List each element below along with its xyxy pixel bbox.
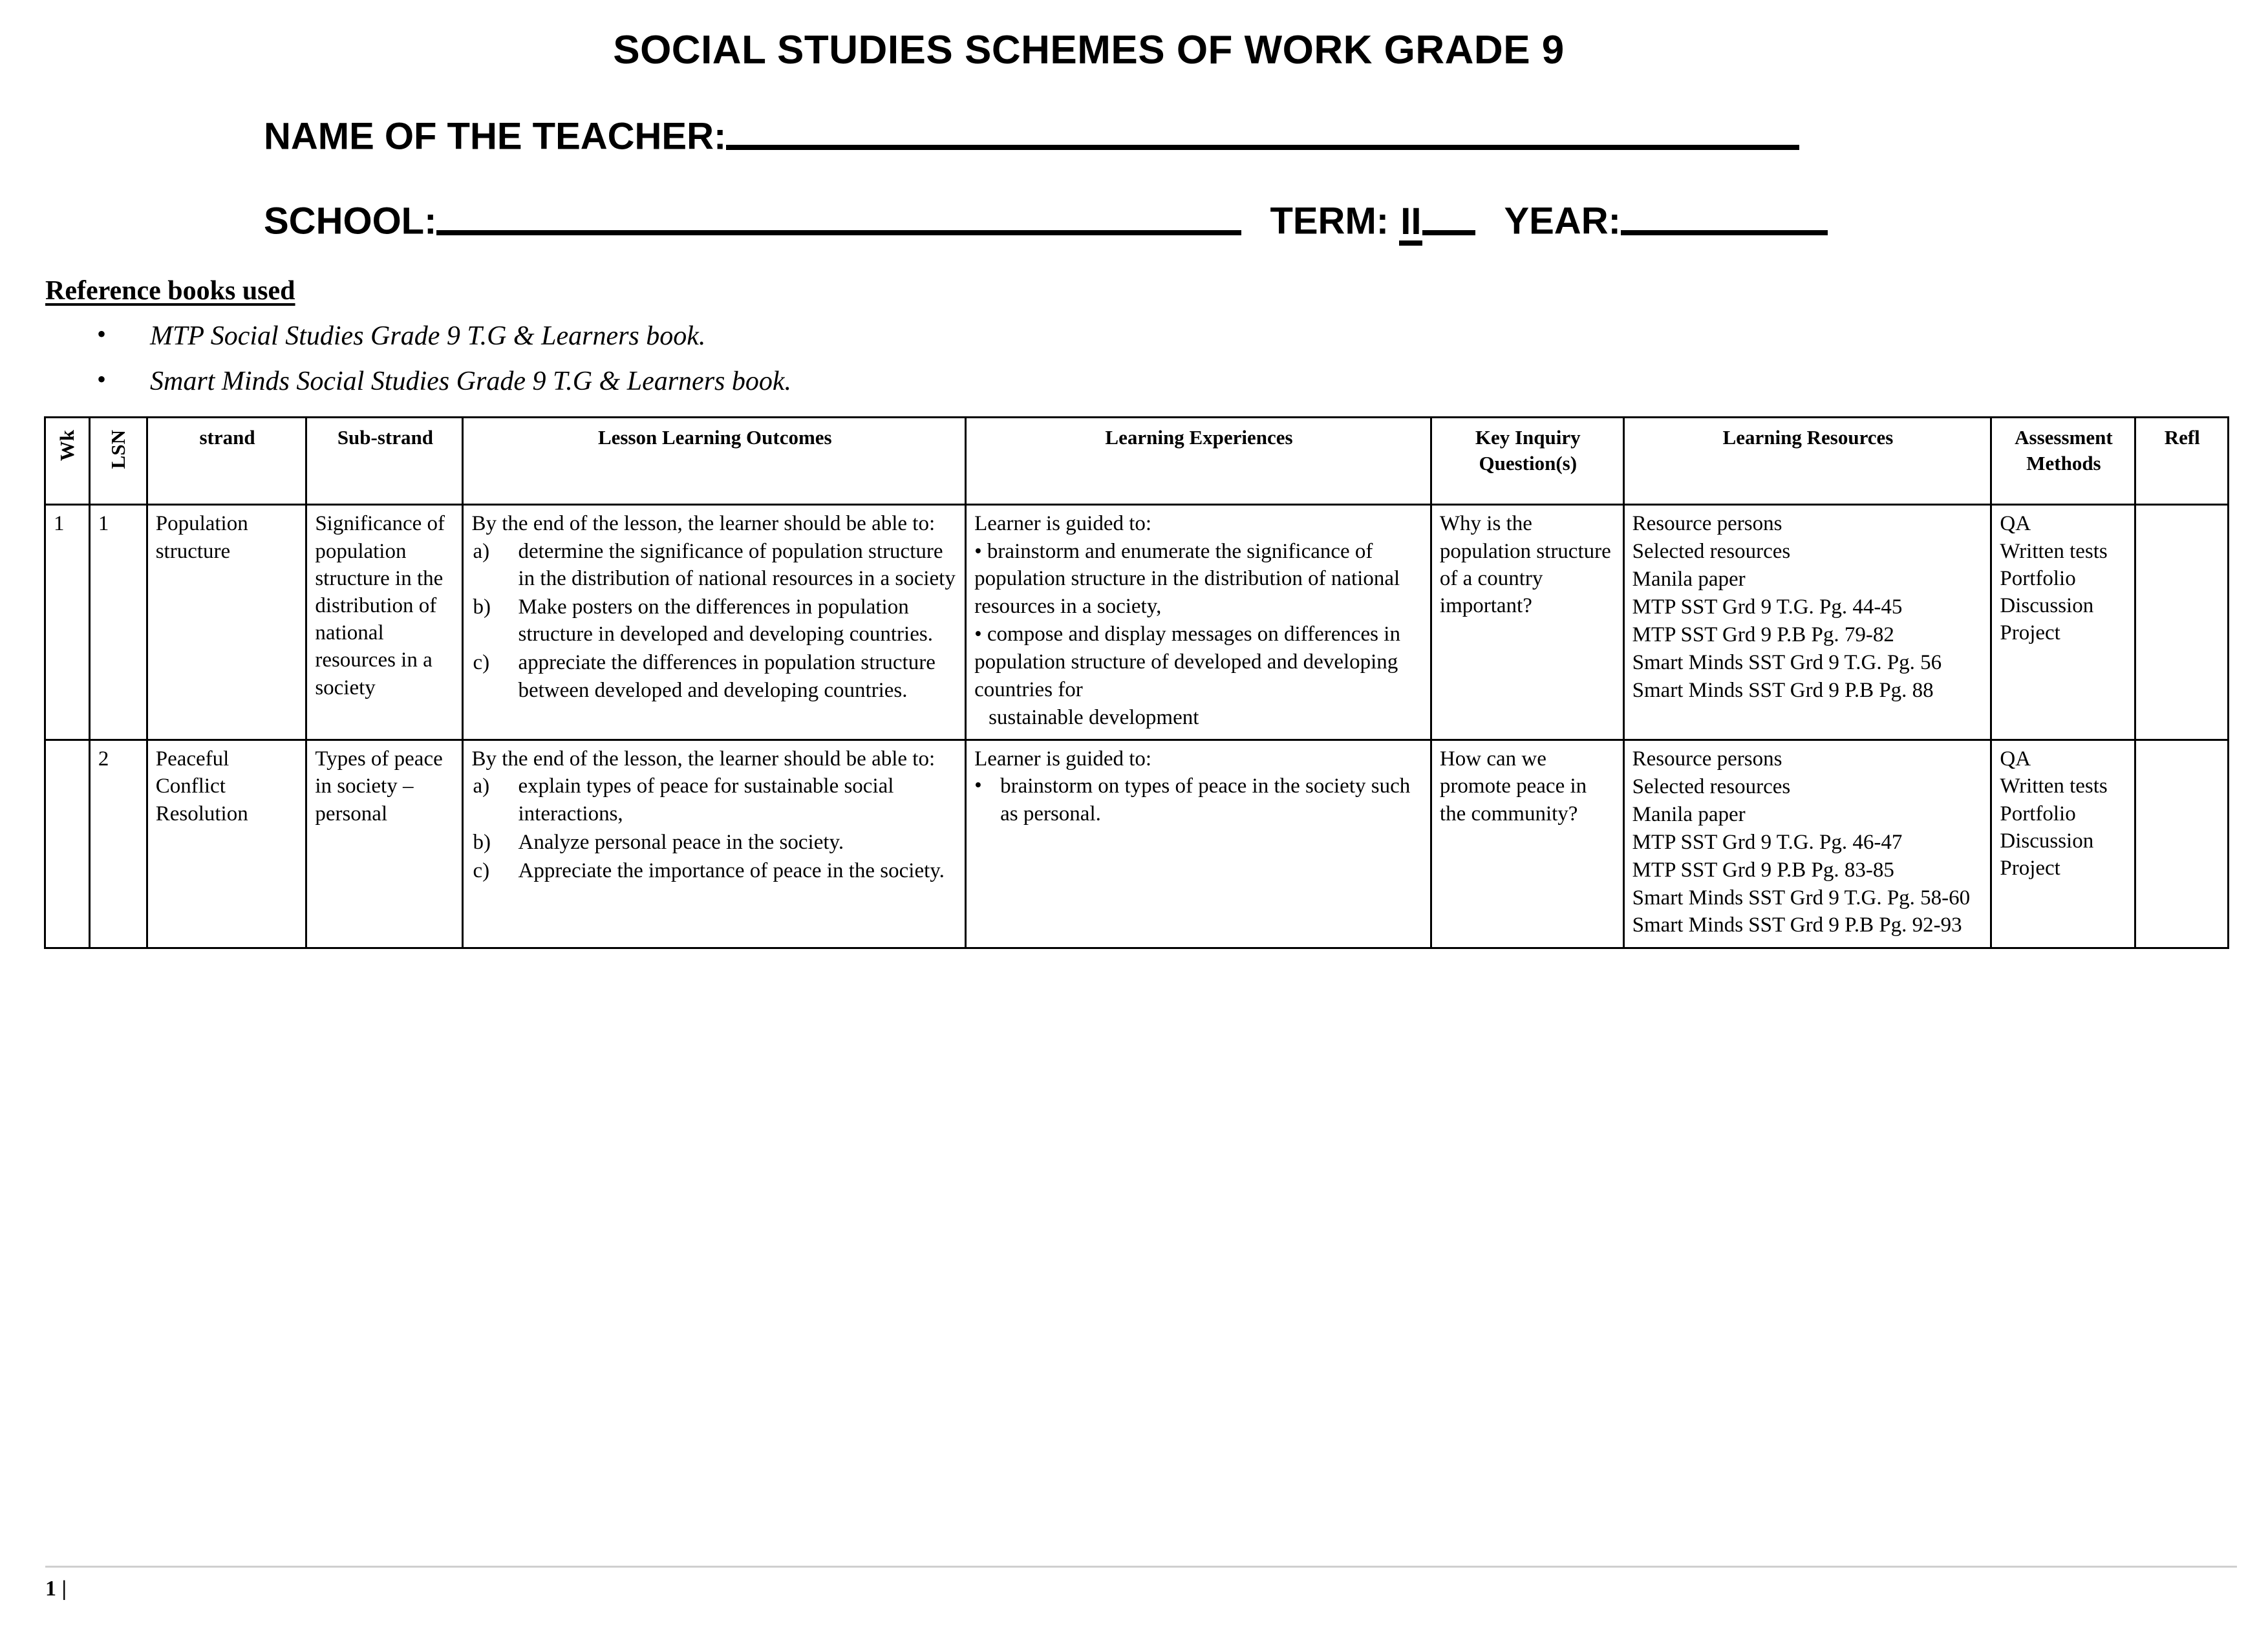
column-header-lsn: LSN bbox=[89, 418, 147, 505]
list-item: Written tests bbox=[2000, 774, 2108, 798]
column-header-strand: strand bbox=[147, 418, 306, 505]
list-item: Portfolio bbox=[2000, 566, 2076, 590]
table-row bbox=[45, 740, 2229, 948]
cell-learning-resources bbox=[1623, 505, 1991, 740]
column-header-assessment-methods: Assessment Methods bbox=[1991, 418, 2135, 505]
cell-lesson-learning-outcomes bbox=[463, 740, 966, 948]
le-list bbox=[974, 773, 1424, 828]
column-header-sub-strand: Sub-strand bbox=[306, 418, 463, 505]
list-item: • compose and display messages on differences in population structure of developed and developing countries for bbox=[974, 623, 1400, 701]
list-item: MTP SST Grd 9 T.G. Pg. 46-47 bbox=[1632, 830, 1903, 854]
document-title: SOCIAL STUDIES SCHEMES OF WORK GRADE 9 bbox=[613, 28, 1565, 72]
list-item: a) determine the significance of population structure in the distribution of national resources in a society bbox=[473, 539, 956, 590]
reference-book-text: MTP Social Studies Grade 9 T.G & Learners book. bbox=[150, 321, 706, 351]
list-item: Project bbox=[2000, 857, 2060, 880]
list-item: Portfolio bbox=[2000, 802, 2076, 826]
llo-intro: By the end of the lesson, the learner should be able to: bbox=[471, 747, 936, 771]
list-item: QA bbox=[2000, 512, 2031, 536]
list-item: Written tests bbox=[2000, 539, 2108, 563]
bullet-icon: • bbox=[97, 365, 107, 394]
cell-strand: Population structure bbox=[147, 505, 306, 740]
le-list bbox=[974, 538, 1424, 704]
llo-list bbox=[471, 538, 958, 704]
list-item bbox=[0, 321, 2268, 352]
list-item: • brainstorm and enumerate the significance of population structure in the distribution of national resources in a society, bbox=[974, 539, 1400, 619]
year-blank[interactable] bbox=[1621, 195, 1828, 235]
list-item: Project bbox=[2000, 621, 2060, 645]
cell-lesson-learning-outcomes bbox=[463, 505, 966, 740]
cell-wk bbox=[45, 740, 90, 948]
list-item: Discussion bbox=[2000, 594, 2094, 618]
le-intro: Learner is guided to: bbox=[974, 747, 1152, 771]
list-item: QA bbox=[2000, 747, 2031, 771]
year-label: YEAR: bbox=[1504, 200, 1621, 242]
list-item: c) appreciate the differences in population structure between developed and developing countries. bbox=[473, 651, 936, 702]
list-item: Smart Minds SST Grd 9 P.B Pg. 88 bbox=[1632, 678, 1934, 702]
teacher-name-blank[interactable] bbox=[726, 111, 1799, 150]
cell-refl[interactable] bbox=[2135, 740, 2228, 948]
bullet-icon: • bbox=[974, 774, 982, 798]
cell-assessment-methods bbox=[1991, 740, 2135, 948]
resources-list bbox=[1632, 745, 1984, 939]
cell-learning-experiences bbox=[966, 505, 1431, 740]
list-item: a) explain types of peace for sustainable social interactions, bbox=[473, 774, 894, 826]
column-header-refl: Refl bbox=[2135, 418, 2228, 505]
llo-list bbox=[471, 773, 958, 884]
column-header-learning-resources: Learning Resources bbox=[1623, 418, 1991, 505]
page-number: 1 | bbox=[45, 1577, 67, 1601]
reference-books-heading: Reference books used bbox=[45, 275, 295, 306]
list-item: b) Analyze personal peace in the society. bbox=[473, 830, 844, 854]
list-item bbox=[0, 366, 2268, 397]
bullet-icon: • bbox=[974, 539, 982, 563]
cell-assessment-methods bbox=[1991, 505, 2135, 740]
cell-lsn: 2 bbox=[89, 740, 147, 948]
table-row bbox=[45, 505, 2229, 740]
llo-intro: By the end of the lesson, the learner should be able to: bbox=[471, 512, 936, 536]
list-item: • brainstorm on types of peace in the society such as personal. bbox=[974, 773, 1424, 828]
reference-book-text: Smart Minds Social Studies Grade 9 T.G & Learners book. bbox=[150, 367, 792, 397]
teacher-name-label: NAME OF THE TEACHER: bbox=[264, 115, 727, 158]
list-item: c) Appreciate the importance of peace in the society. bbox=[473, 859, 945, 883]
cell-refl[interactable] bbox=[2135, 505, 2228, 740]
cell-key-inquiry-question: Why is the population structure of a country important? bbox=[1431, 505, 1623, 740]
schemes-of-work-table bbox=[44, 416, 2229, 949]
list-item: MTP SST Grd 9 P.B Pg. 83-85 bbox=[1632, 858, 1894, 882]
column-header-learning-experiences: Learning Experiences bbox=[966, 418, 1431, 505]
list-item: Discussion bbox=[2000, 829, 2094, 853]
document-page bbox=[0, 27, 2268, 1631]
reference-books-list bbox=[0, 321, 2268, 398]
cell-key-inquiry-question: How can we promote peace in the community? bbox=[1431, 740, 1623, 948]
list-item: Manila paper bbox=[1632, 568, 1746, 592]
list-item: MTP SST Grd 9 P.B Pg. 79-82 bbox=[1632, 623, 1894, 646]
list-item: Manila paper bbox=[1632, 802, 1746, 826]
list-item: Selected resources bbox=[1632, 540, 1791, 564]
list-item: b) Make posters on the differences in population structure in developed and developing countries. bbox=[473, 595, 933, 646]
page-footer bbox=[45, 1566, 2237, 1601]
term-label: TERM: bbox=[1270, 200, 1389, 242]
column-header-key-inquiry-questions: Key Inquiry Question(s) bbox=[1431, 418, 1623, 505]
list-item: MTP SST Grd 9 T.G. Pg. 44-45 bbox=[1632, 595, 1903, 619]
term-blank[interactable] bbox=[1422, 195, 1475, 235]
school-label: SCHOOL: bbox=[264, 200, 437, 242]
cell-learning-experiences bbox=[966, 740, 1431, 948]
table-header-row bbox=[45, 418, 2229, 505]
cell-sub-strand: Significance of population structure in the distribution of national resources in a society bbox=[306, 505, 463, 740]
list-item: Smart Minds SST Grd 9 T.G. Pg. 58-60 bbox=[1632, 886, 1971, 910]
list-item: Resource persons bbox=[1632, 747, 1782, 771]
school-term-year-field-row bbox=[0, 195, 2268, 245]
cell-lsn: 1 bbox=[89, 505, 147, 740]
list-item: Selected resources bbox=[1632, 775, 1791, 799]
cell-sub-strand: Types of peace in society – personal bbox=[306, 740, 463, 948]
le-intro: Learner is guided to: bbox=[974, 512, 1152, 536]
cell-learning-resources bbox=[1623, 740, 1991, 948]
teacher-name-field-row bbox=[0, 111, 2268, 158]
term-value[interactable]: II bbox=[1399, 203, 1422, 246]
column-header-lesson-learning-outcomes: Lesson Learning Outcomes bbox=[463, 418, 966, 505]
bullet-icon: • bbox=[974, 623, 982, 646]
column-header-wk: Wk bbox=[45, 418, 90, 505]
list-item: Smart Minds SST Grd 9 T.G. Pg. 56 bbox=[1632, 650, 1942, 674]
list-item: Smart Minds SST Grd 9 P.B Pg. 92-93 bbox=[1632, 913, 1962, 937]
cell-wk: 1 bbox=[45, 505, 90, 740]
school-blank[interactable] bbox=[436, 195, 1241, 235]
cell-strand: Peaceful Conflict Resolution bbox=[147, 740, 306, 948]
le-trailing: sustainable development bbox=[989, 705, 1199, 729]
bullet-icon: • bbox=[97, 319, 107, 348]
resources-list bbox=[1632, 510, 1984, 704]
list-item: Resource persons bbox=[1632, 512, 1782, 536]
